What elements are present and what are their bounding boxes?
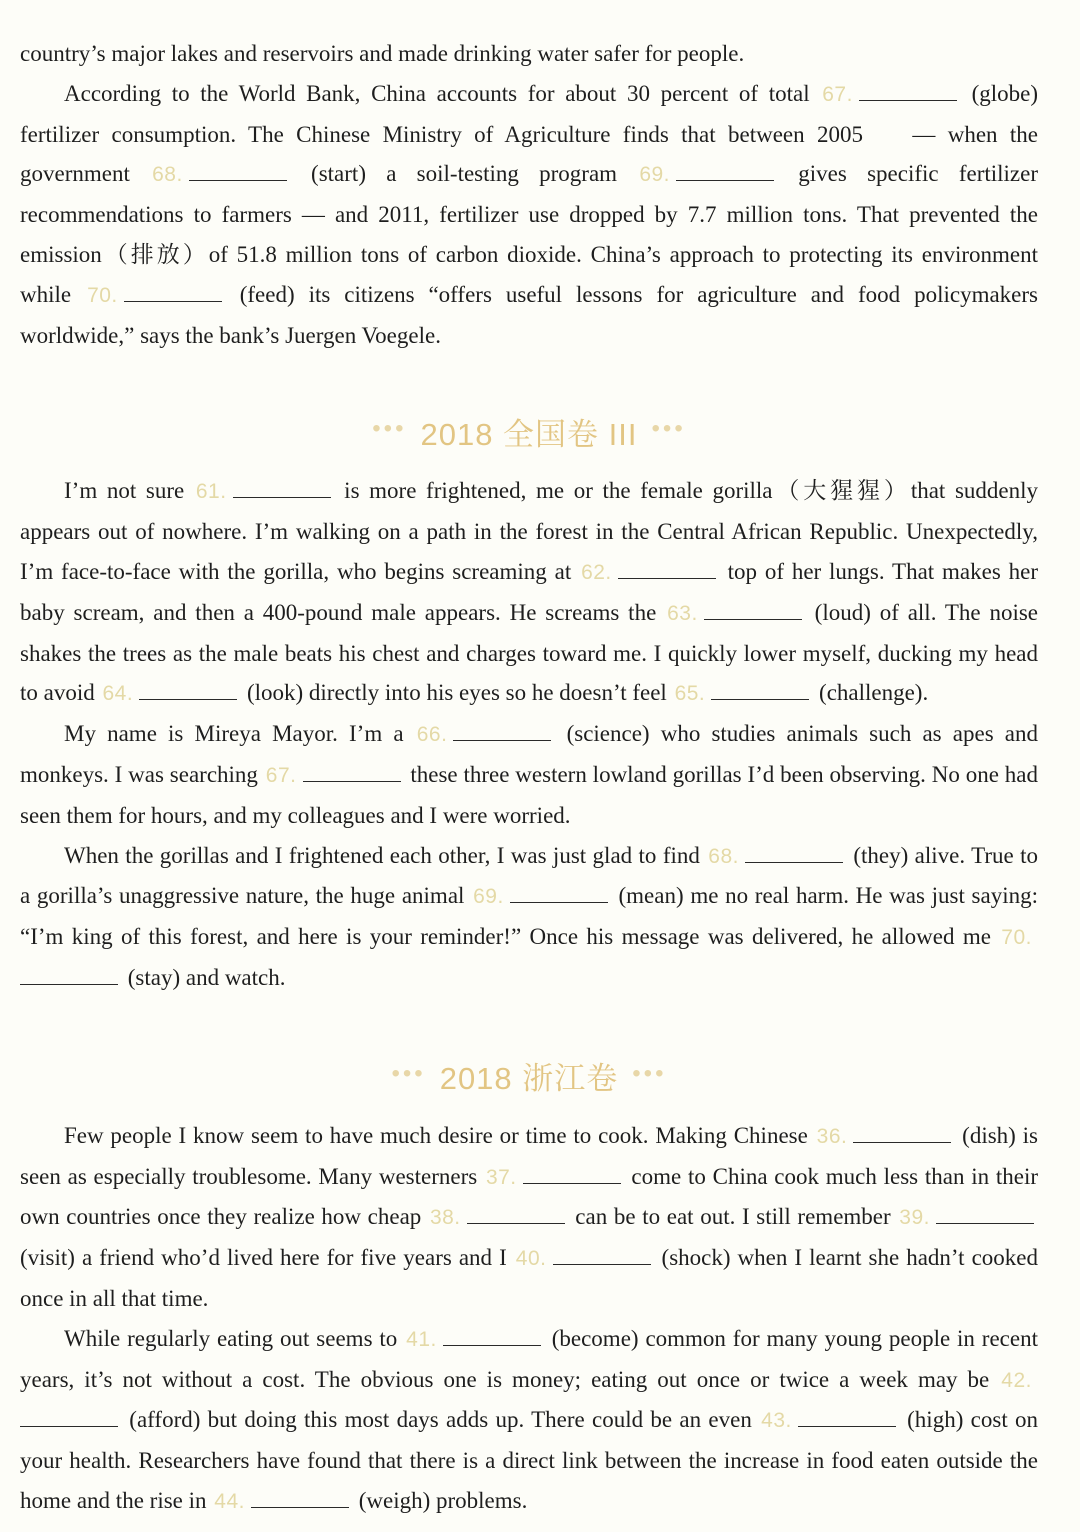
answer-blank[interactable] bbox=[443, 1327, 541, 1346]
passage-text: While regularly eating out seems to bbox=[64, 1325, 405, 1351]
passage-gorilla bbox=[20, 471, 1038, 997]
paragraph bbox=[20, 1319, 1038, 1522]
answer-blank[interactable] bbox=[798, 1408, 896, 1427]
question-number: 44. bbox=[214, 1489, 245, 1513]
answer-blank[interactable] bbox=[676, 162, 774, 181]
passage-text: come to China cook much less than in their own countries once they realize how cheap bbox=[20, 1163, 1038, 1230]
passage-text: (high) cost on your health. Researchers have found that there is a direct link between the increase in food eaten outside the home and the rise in bbox=[20, 1407, 1038, 1513]
paragraph bbox=[20, 471, 1038, 714]
answer-blank[interactable] bbox=[704, 601, 802, 620]
passage-text: (stay) and watch. bbox=[122, 964, 286, 990]
answer-blank[interactable] bbox=[20, 966, 118, 985]
passage-text: (start) a soil-testing program bbox=[290, 161, 638, 187]
answer-blank[interactable] bbox=[618, 560, 716, 579]
answer-blank[interactable] bbox=[853, 1124, 951, 1143]
question-number: 40. bbox=[515, 1247, 547, 1271]
answer-blank[interactable] bbox=[936, 1205, 1034, 1224]
question-number: 68. bbox=[708, 844, 739, 868]
passage-text: (mean) me no real harm. He was just saying: “I’m king of this forest, and here is your reminder!” Once his message was delivered, he allowed me bbox=[20, 883, 1038, 950]
answer-blank[interactable] bbox=[711, 681, 809, 700]
question-number: 62. bbox=[581, 560, 612, 584]
passage-text: (feed) its citizens “offers useful lessons for agriculture and food policymakers worldwide,” says the bank’s Juergen Voegele. bbox=[20, 281, 1038, 348]
passage-text: (science) who studies animals such as apes and monkeys. I was searching bbox=[20, 721, 1038, 787]
paragraph bbox=[20, 836, 1038, 998]
passage-text: top of her lungs. That makes her baby scream, and then a 400-pound male appears. He screams the bbox=[20, 558, 1038, 625]
section-title: 2018 浙江卷 bbox=[439, 1061, 619, 1097]
passage-text: (dish) is seen as especially troublesome. Many westerners bbox=[20, 1122, 1038, 1189]
question-number: 42. bbox=[1001, 1368, 1032, 1392]
passage-text: country’s major lakes and reservoirs and made drinking water safer for people. bbox=[20, 41, 745, 66]
answer-blank[interactable] bbox=[303, 763, 401, 782]
question-number: 65. bbox=[674, 682, 706, 706]
passage-text: (look) directly into his eyes so he doesn’t feel bbox=[241, 680, 673, 706]
question-number: 36. bbox=[816, 1124, 848, 1148]
answer-blank[interactable] bbox=[20, 1408, 118, 1427]
question-number: 70. bbox=[1001, 926, 1032, 950]
answer-blank[interactable] bbox=[139, 681, 237, 700]
passage-text: can be to eat out. I still remember bbox=[568, 1204, 898, 1230]
passage-text: (they) alive. True to a gorilla’s unaggressive nature, the huge animal bbox=[20, 842, 1038, 909]
passage-text: (challenge). bbox=[813, 680, 929, 706]
dots-decoration-left: ••• bbox=[372, 415, 407, 443]
answer-blank[interactable] bbox=[553, 1246, 651, 1265]
passage-text: (weigh) problems. bbox=[352, 1487, 528, 1513]
passage-text: (shock) when I learnt she hadn’t cooked once in all that time. bbox=[20, 1245, 1038, 1311]
passage-text: (visit) a friend who’d lived here for five years and I bbox=[20, 1245, 514, 1271]
question-number: 39. bbox=[899, 1206, 930, 1230]
question-number: 70. bbox=[87, 283, 118, 307]
answer-blank[interactable] bbox=[467, 1205, 565, 1224]
passage-text: I’m not sure bbox=[64, 478, 194, 504]
paragraph bbox=[20, 1116, 1038, 1319]
question-number: 66. bbox=[416, 723, 448, 747]
passage-text: When the gorillas and I frightened each other, I was just glad to find bbox=[64, 842, 707, 868]
passage-text: is more frightened, me or the female gorilla（大猩猩）that suddenly appears out of nowhere. I’m walking on a path in the forest in the Central African Republic. Unexpectedly, I’m face-to-face with the gorilla, who begins screaming at bbox=[20, 478, 1038, 584]
question-number: 38. bbox=[429, 1206, 461, 1230]
question-number: 61. bbox=[195, 480, 227, 504]
question-number: 63. bbox=[667, 601, 698, 625]
dots-decoration-right: ••• bbox=[632, 1059, 667, 1087]
passage-text: According to the World Bank, China accounts for about 30 percent of total bbox=[64, 80, 821, 106]
question-number: 69. bbox=[639, 163, 671, 187]
passage-text: (globe) fertilizer consumption. The Chinese Ministry of Agriculture finds that between 2005 — when the government bbox=[20, 80, 1038, 187]
paragraph bbox=[20, 714, 1038, 835]
answer-blank[interactable] bbox=[233, 479, 331, 498]
question-number: 67. bbox=[822, 82, 853, 106]
answer-blank[interactable] bbox=[124, 283, 222, 302]
question-number: 37. bbox=[485, 1165, 517, 1189]
passage-text: (afford) but doing this most days adds up. There could be an even bbox=[122, 1407, 760, 1433]
question-number: 64. bbox=[102, 682, 134, 706]
section-header-2018-zhejiang bbox=[20, 1046, 1038, 1106]
dots-decoration-right: ••• bbox=[651, 415, 686, 443]
answer-blank[interactable] bbox=[523, 1165, 621, 1184]
answer-blank[interactable] bbox=[859, 82, 957, 101]
answer-blank[interactable] bbox=[745, 844, 843, 863]
answer-blank[interactable] bbox=[453, 722, 551, 741]
passage-text: My name is Mireya Mayor. I’m a bbox=[64, 721, 415, 747]
passage-text: (become) common for many young people in recent years, it’s not without a cost. The obvious one is money; eating out once or twice a week may be bbox=[20, 1325, 1038, 1392]
question-number: 67. bbox=[265, 763, 297, 787]
passage-text: (loud) of all. The noise shakes the trees as the male beats his chest and charges toward me. I quickly lower myself, ducking my head to avoid bbox=[20, 599, 1039, 706]
passage-continued bbox=[20, 0, 1038, 355]
answer-blank[interactable] bbox=[189, 162, 287, 181]
passage-continued-body bbox=[20, 34, 1038, 355]
passage-eating-out bbox=[20, 1116, 1038, 1522]
passage-text: gives specific fertilizer recommendations to farmers — and 2011, fertilizer use dropped by 7.7 million tons. That prevented the emission（排放）of 51.8 million tons of carbon dioxide. China’s approach to protecting its environment while bbox=[20, 161, 1039, 307]
paragraph bbox=[20, 74, 1038, 356]
question-number: 69. bbox=[473, 885, 504, 909]
section-title: 2018 全国卷 III bbox=[420, 416, 638, 452]
dots-decoration-left: ••• bbox=[391, 1059, 426, 1087]
passage-text: Few people I know seem to have much desire or time to cook. Making Chinese bbox=[64, 1122, 815, 1148]
question-number: 43. bbox=[761, 1409, 792, 1433]
section-header-2018-national-3 bbox=[20, 401, 1038, 461]
answer-blank[interactable] bbox=[510, 884, 608, 903]
paragraph bbox=[20, 34, 1038, 74]
question-number: 41. bbox=[406, 1327, 437, 1351]
passage-text: these three western lowland gorillas I’d been observing. No one had seen them for hours, and my colleagues and I were worried. bbox=[20, 761, 1039, 828]
question-number: 68. bbox=[152, 163, 183, 187]
answer-blank[interactable] bbox=[251, 1489, 349, 1508]
